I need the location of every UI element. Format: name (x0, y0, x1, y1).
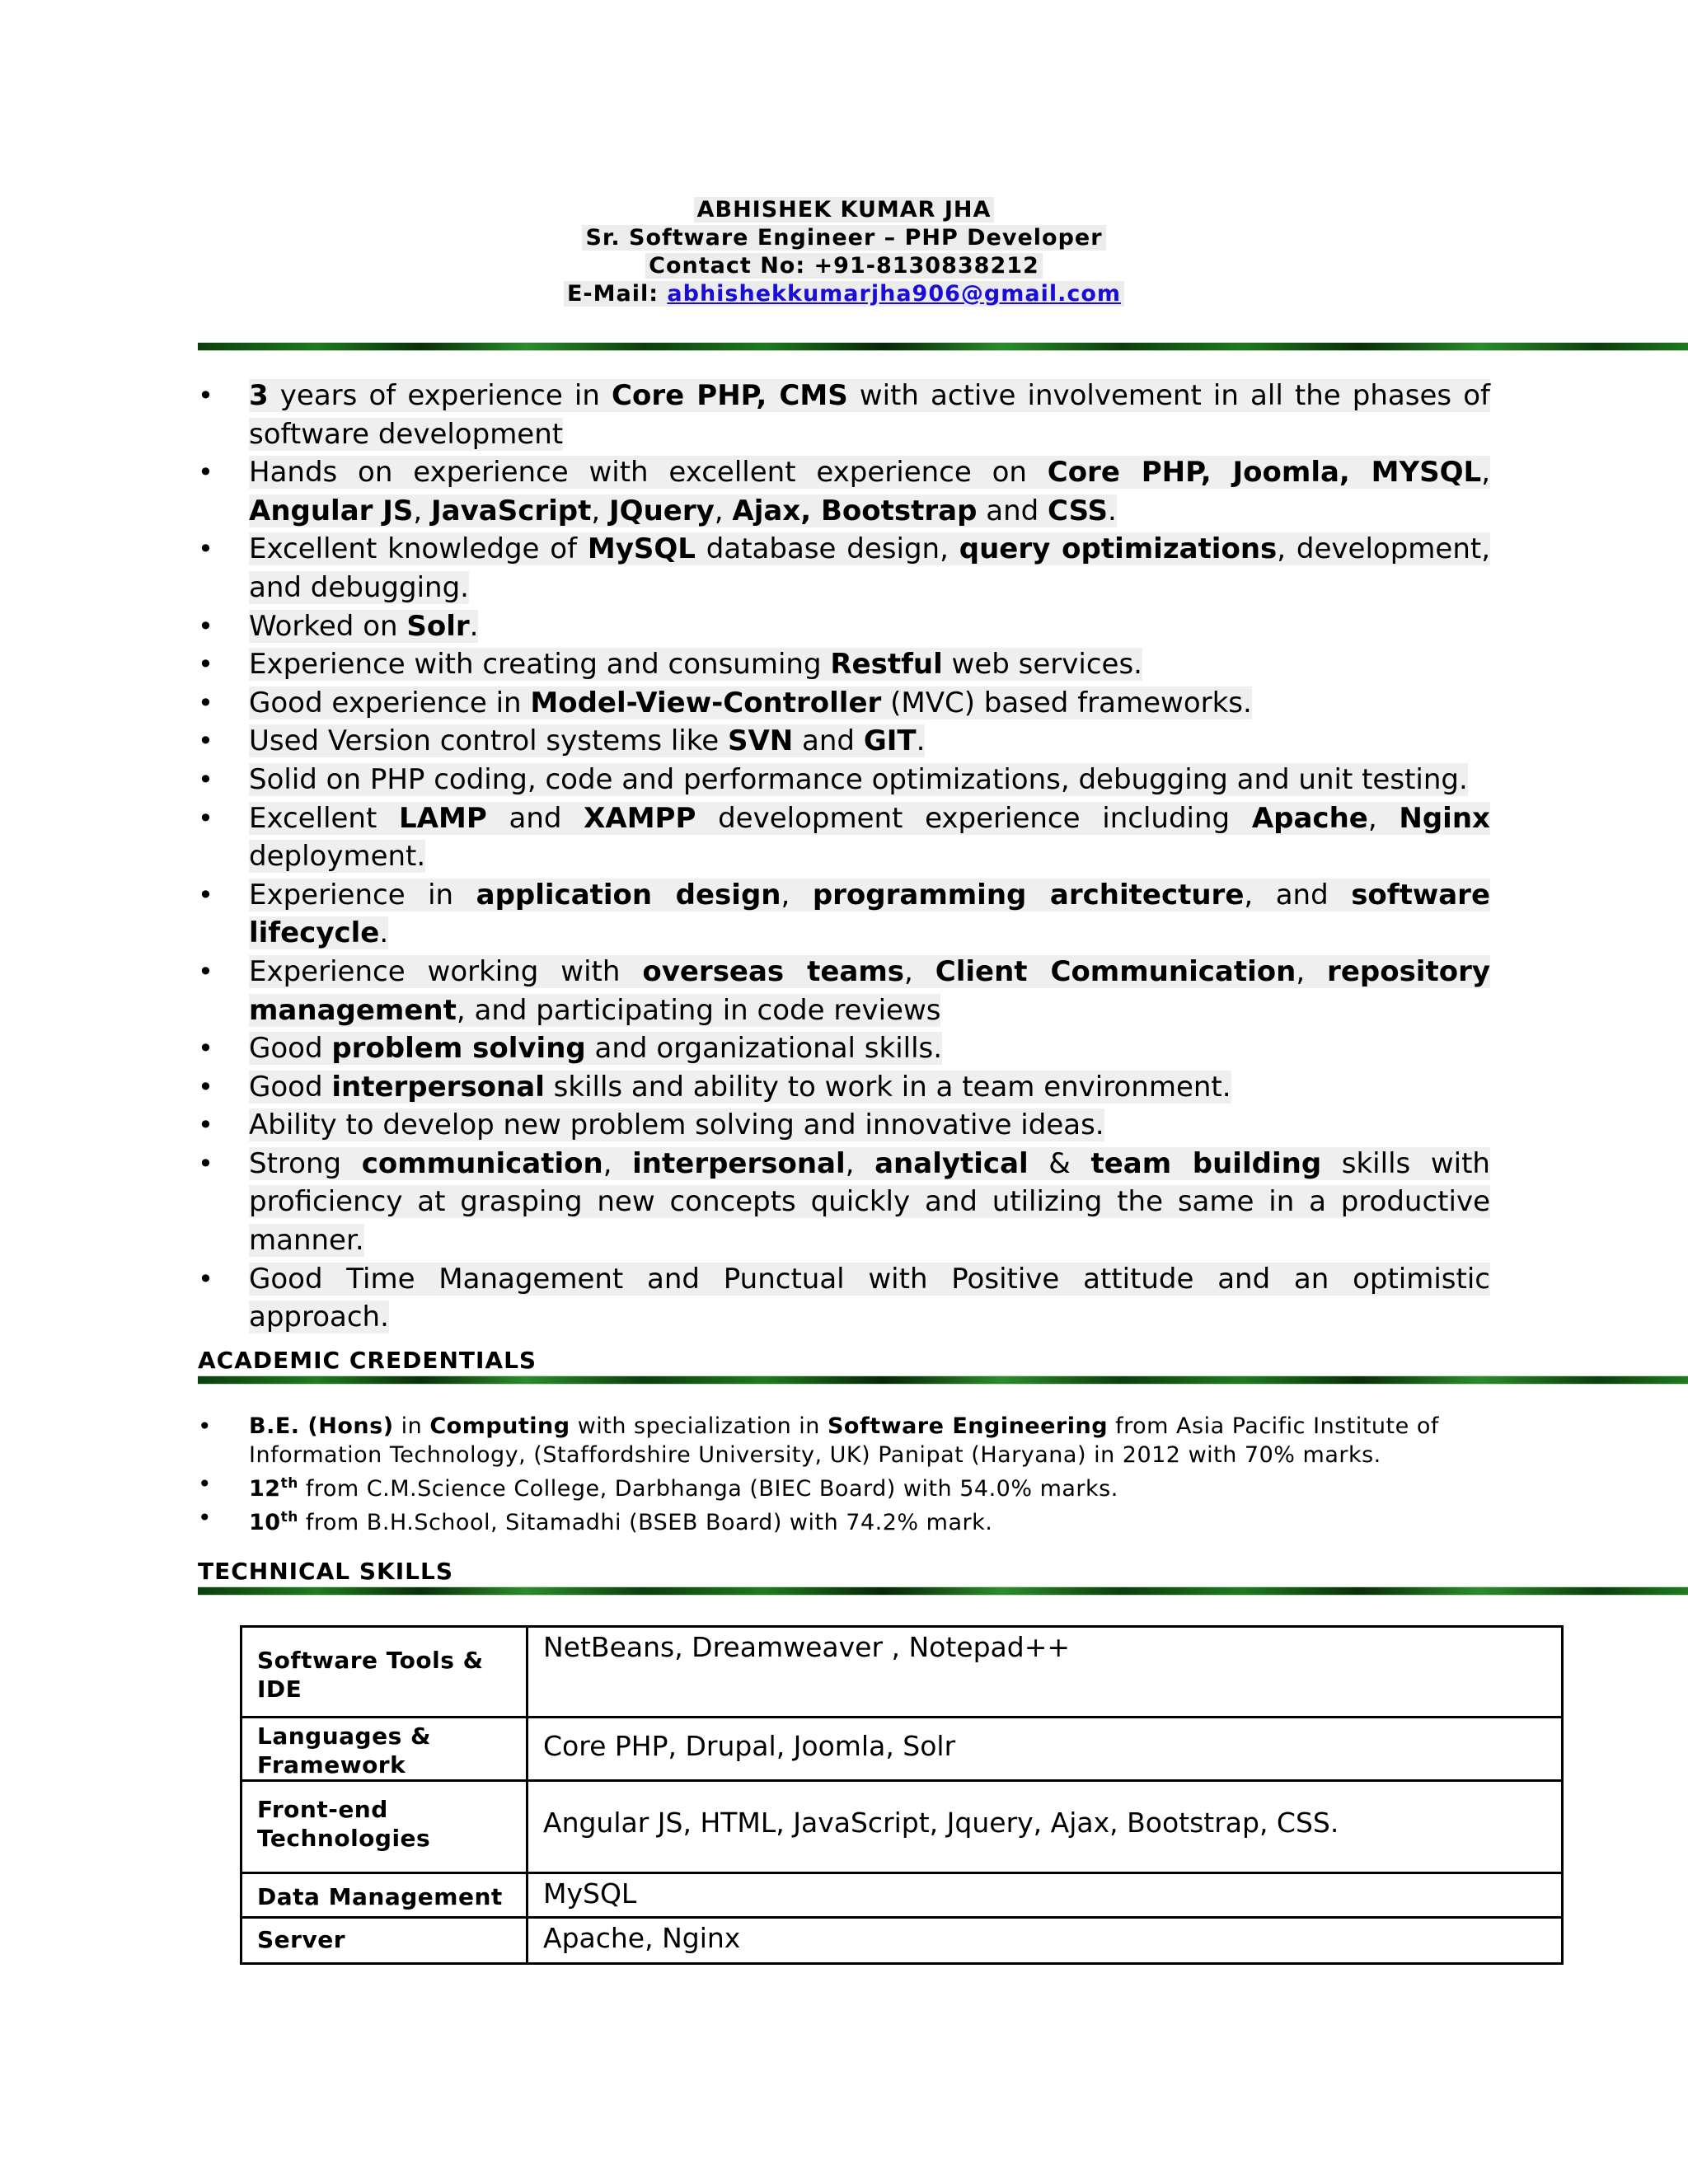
skill-category: Data Management (241, 1873, 528, 1918)
skill-value: MySQL (528, 1873, 1563, 1918)
summary-item: • Excellent knowledge of MySQL database design, query optimizations, development, and debugging. (198, 530, 1490, 607)
summary-list (198, 377, 1490, 1337)
summary-item: • Hands on experience with excellent experience on Core PHP, Joomla, MYSQL, Angular JS, JavaScript, JQuery, Ajax, Bootstrap and CSS. (198, 453, 1490, 530)
summary-item: • 3 years of experience in Core PHP, CMS with active involvement in all the phases of software development (198, 377, 1490, 453)
summary-item: • Good Time Management and Punctual with Positive attitude and an optimistic approach. (198, 1260, 1490, 1337)
email-label: E-Mail: (566, 281, 668, 307)
skill-category: Front-end Technologies (241, 1781, 528, 1873)
skill-value: Apache, Nginx (528, 1918, 1563, 1964)
summary-item: • Excellent LAMP and XAMPP development experience including Apache, Nginx deployment. (198, 799, 1490, 876)
academic-item: • B.E. (Hons) in Computing with specialization in Software Engineering from Asia Pacific Institute of Information Technology, (Staffordshire University, UK) Panipat (Haryana) in 2012 with 70% marks. (198, 1412, 1490, 1469)
header-divider (198, 342, 1688, 351)
summary-item: • Experience working with overseas teams, Client Communication, repository management, and participating in code reviews (198, 953, 1490, 1029)
academic-list (198, 1412, 1490, 1537)
summary-item: • Used Version control systems like SVN and GIT. (198, 722, 1490, 761)
table-row (241, 1873, 1563, 1918)
summary-item: • Good problem solving and organizational skills. (198, 1029, 1490, 1068)
academic-divider (198, 1376, 1688, 1385)
table-row (241, 1918, 1563, 1964)
skill-category: Software Tools & IDE (241, 1627, 528, 1718)
table-row (241, 1718, 1563, 1781)
skill-category: Languages & Framework (241, 1718, 528, 1781)
skills-table (240, 1625, 1564, 1965)
designation: Sr. Software Engineer – PHP Developer (582, 225, 1105, 251)
academic-item: • 10th from B.H.School, Sitamadhi (BSEB Board) with 74.2% mark. (198, 1503, 1490, 1537)
skill-category: Server (241, 1918, 528, 1964)
summary-item: • Ability to develop new problem solving and innovative ideas. (198, 1106, 1490, 1145)
summary-item: • Solid on PHP coding, code and performance optimizations, debugging and unit testing. (198, 761, 1490, 799)
skill-value: Core PHP, Drupal, Joomla, Solr (528, 1718, 1563, 1781)
section-title-technical: TECHNICAL SKILLS (198, 1558, 453, 1585)
skill-value: NetBeans, Dreamweaver , Notepad++ (528, 1627, 1563, 1718)
table-row (241, 1627, 1563, 1718)
contact-number: Contact No: +91-8130838212 (645, 253, 1043, 279)
candidate-name: ABHISHEK KUMAR JHA (694, 197, 995, 223)
skill-value: Angular JS, HTML, JavaScript, Jquery, Ajax, Bootstrap, CSS. (528, 1781, 1563, 1873)
section-title-academic: ACADEMIC CREDENTIALS (198, 1347, 537, 1374)
summary-item: • Strong communication, interpersonal, analytical & team building skills with proficiency at grasping new concepts quickly and utilizing the same in a productive manner. (198, 1145, 1490, 1260)
table-row (241, 1781, 1563, 1873)
summary-item: • Worked on Solr. (198, 607, 1490, 646)
resume-header (0, 196, 1688, 308)
technical-divider (198, 1586, 1688, 1596)
summary-item: • Good experience in Model-View-Controller (MVC) based frameworks. (198, 684, 1490, 723)
summary-item: • Experience in application design, programming architecture, and software lifecycle. (198, 876, 1490, 953)
summary-item: • Experience with creating and consuming Restful web services. (198, 645, 1490, 684)
academic-item: • 12th from C.M.Science College, Darbhanga (BIEC Board) with 54.0% marks. (198, 1469, 1490, 1503)
summary-item: • Good interpersonal skills and ability to work in a team environment. (198, 1068, 1490, 1107)
email-link[interactable]: abhishekkumarjha906@gmail.com (667, 281, 1122, 307)
